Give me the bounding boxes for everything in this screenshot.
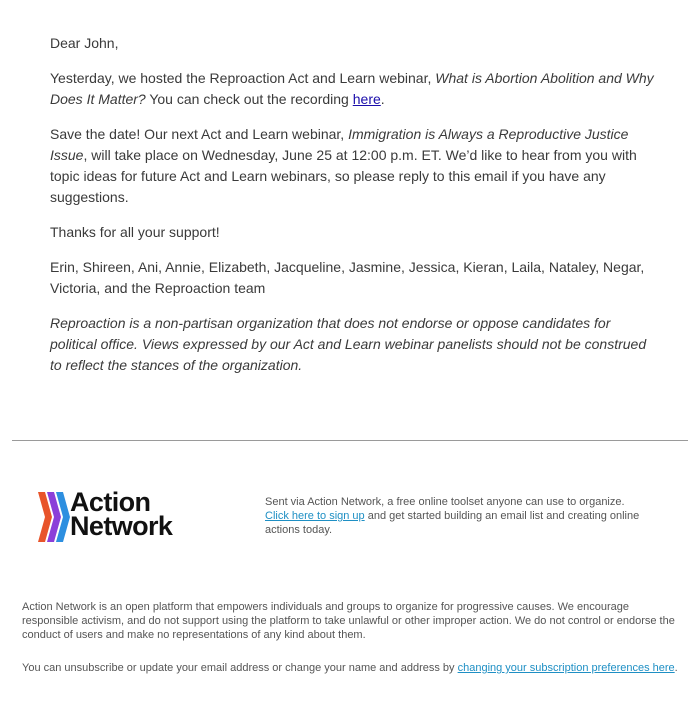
- logo-line-1: Action: [70, 487, 151, 517]
- logo-wordmark: [70, 487, 173, 541]
- recap-text: Yesterday, we hosted the Reproaction Act and Learn webinar,: [50, 70, 436, 86]
- save-date-text: Save the date! Our next Act and Learn webinar,: [50, 126, 349, 142]
- action-network-logo: [38, 487, 198, 544]
- save-date-text-2: , will take place on Wednesday, June 25 at 12:00 p.m. ET. We’d like to hear from you with topic ideas for future Act and Learn webinars, so please reply to this email if you have any suggestions.: [50, 147, 637, 205]
- paragraph-save-the-date: [50, 124, 660, 208]
- recap-text-2: You can check out the recording: [145, 91, 353, 107]
- next-webinar-title: Immigration is Always a Reproductive Justice Issue: [50, 126, 629, 163]
- thanks-line: Thanks for all your support!: [50, 224, 220, 240]
- sent-text-2: and get started building an email list and creating online actions today.: [265, 510, 640, 536]
- recap-end: .: [380, 91, 385, 107]
- signoff: Erin, Shireen, Ani, Annie, Elizabeth, Jacqueline, Jasmine, Jessica, Kieran, Laila, Nataley, Negar, Victoria, and the Reproaction team: [50, 259, 645, 296]
- footer-about: Action Network is an open platform that empowers individuals and groups to organize for progressive causes. We encourage responsible activism, and do not support using the platform to take unlawful or other improper action. We do not control or endorse the conduct of users and make no representations of any kind about them.: [22, 601, 675, 641]
- recording-link[interactable]: here: [352, 91, 381, 107]
- webinar-title: What is Abortion Abolition and Why Does It Matter?: [50, 70, 654, 107]
- divider: [12, 440, 688, 441]
- greeting: Dear John,: [50, 35, 119, 51]
- signup-link[interactable]: Click here to sign up: [265, 510, 365, 522]
- disclaimer: Reproaction is a non-partisan organization that does not endorse or oppose candidates for political office. Views expressed by our Act and Learn webinar panelists should not be construed to reflect the stances of the organization.: [50, 315, 647, 373]
- sent-via-notice: [265, 495, 640, 537]
- logo-line-2: Network: [70, 511, 173, 541]
- footer-unsubscribe: [22, 661, 682, 675]
- logo-chevrons-icon: [38, 492, 70, 544]
- paragraph-recap: [50, 68, 660, 110]
- subscription-preferences-link[interactable]: changing your subscription preferences here: [457, 662, 675, 674]
- sent-text: Sent via Action Network, a free online toolset anyone can use to organize.: [265, 496, 625, 508]
- unsub-end: .: [674, 662, 678, 674]
- unsub-text: You can unsubscribe or update your email address or change your name and address by: [22, 662, 458, 674]
